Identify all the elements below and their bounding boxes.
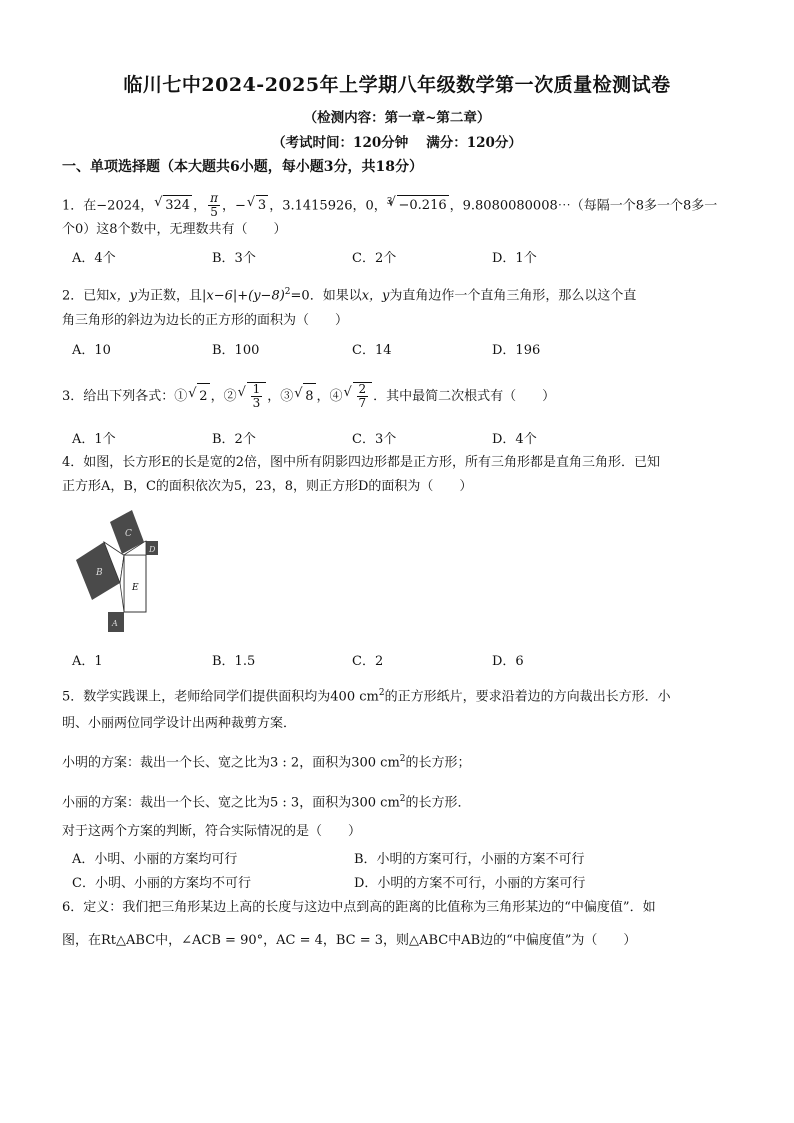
question-5-prompt: 对于这两个方案的判断，符合实际情况的是（ ）: [62, 824, 362, 839]
option-c[interactable]: C．3个: [352, 432, 397, 447]
xiaoming-plan: 小明的方案：裁出一个长、宽之比为3 : 2，面积为300 $cm^2$的长方形；: [62, 754, 471, 771]
label-c: C: [125, 529, 132, 539]
option-c[interactable]: C．14: [352, 343, 392, 358]
question-6-line-2: 图，在Rt△ABC中，∠ACB = 90°，AC = 4，BC = 3，则△ABC中AB边的“中偏度值”为（ ）: [62, 933, 637, 948]
sqrt-two-sevenths: √ $\frac{2}{7}$: [344, 382, 373, 410]
sqrt-3: √ 3: [247, 195, 268, 216]
question-5-options-row-1: [72, 848, 732, 868]
sqrt-one-third: √ $\frac{1}{3}$: [238, 382, 267, 410]
label-a: A: [112, 619, 118, 628]
option-b[interactable]: B．3个: [212, 251, 256, 266]
label-b: B: [96, 568, 103, 578]
question-2-line-2: 角三角形的斜边为边长的正方形的面积为（ ）: [62, 313, 349, 328]
xiaoli-plan: 小丽的方案：裁出一个长、宽之比为5 : 3，面积为300 $cm^2$的长方形．: [62, 794, 471, 811]
question-3-line-1: 3．给出下列各式：①√ 2 ，② √ $\frac{1}{3}$ ，③√ 8 ，④ √ $\frac{2}{7}$ ．其中最简二次根式有（ ）: [62, 382, 734, 410]
option-d[interactable]: D．小明的方案不可行，小丽的方案可行: [354, 876, 586, 891]
section-heading: 一、单项选择题（本大题共6小题，每小题3分，共18分）: [62, 159, 423, 175]
equation: |x−6|+(y−8): [201, 288, 285, 304]
question-4-line-2: 正方形A，B，C的面积依次为5，23，8，则正方形D的面积为（ ）: [62, 479, 473, 494]
option-c[interactable]: C．小明、小丽的方案均不可行: [72, 876, 251, 891]
option-a[interactable]: A．4个: [72, 251, 116, 266]
option-b[interactable]: B．1.5: [212, 654, 256, 669]
label-d: D: [149, 545, 156, 554]
cbrt-neg-0216: √ −0.216: [388, 195, 449, 216]
option-c[interactable]: C．2个: [352, 251, 397, 266]
squares-figure: [72, 508, 172, 638]
option-d[interactable]: D．196: [492, 343, 541, 358]
question-2-options: [72, 339, 732, 359]
sqrt-8: √ 8: [294, 383, 315, 410]
exam-info: [0, 131, 794, 151]
question-4-options: [72, 650, 732, 670]
question-3-options: [72, 428, 732, 448]
option-d[interactable]: D．1个: [492, 251, 537, 266]
option-d[interactable]: D．6: [492, 654, 524, 669]
question-1-options: [72, 247, 732, 267]
exam-time: （考试时间：120分钟: [272, 135, 409, 151]
label-e: E: [132, 583, 139, 593]
question-1-line-2: 个0）这8个数中，无理数共有（ ）: [62, 222, 287, 237]
option-a[interactable]: A．小明、小丽的方案均可行: [72, 852, 238, 867]
option-d[interactable]: D．4个: [492, 432, 537, 447]
option-a[interactable]: A．1: [72, 654, 103, 669]
option-b[interactable]: B．2个: [212, 432, 256, 447]
question-6-line-1: 6．定义：我们把三角形某边上高的长度与这边中点到高的距离的比值称为三角形某边的“中偏度值”．如: [62, 900, 656, 915]
exam-score: 满分：120分）: [426, 135, 522, 151]
option-c[interactable]: C．2: [352, 654, 384, 669]
option-b[interactable]: B．小明的方案可行，小丽的方案不可行: [354, 852, 585, 867]
option-a[interactable]: A．10: [72, 343, 111, 358]
sqrt-324: √ 324: [154, 195, 192, 216]
question-5-line-2: 明、小丽两位同学设计出两种裁剪方案．: [62, 716, 297, 731]
question-5-line-1: 5．数学实践课上，老师给同学们提供面积均为400 $cm^2$的正方形纸片，要求沿着边的方向裁出长方形．小: [62, 688, 671, 705]
fraction-pi-5: $\frac{\pi}{5}$: [210, 191, 218, 220]
option-b[interactable]: B．100: [212, 343, 260, 358]
question-5-options-row-2: [72, 872, 732, 892]
exam-scope: （检测内容：第一章~第二章）: [303, 110, 491, 126]
option-a[interactable]: A．1个: [72, 432, 116, 447]
question-2-line-1: 2．已知x，y为正数，且$|x-6|+(y-8)^2=0$．如果以x，y为直角边作一个直角三角形，那么以这个直: [62, 287, 637, 304]
sqrt-2: √ 2: [188, 383, 209, 410]
exam-title: 临川七中2024-2025年上学期八年级数学第一次质量检测试卷: [123, 74, 671, 96]
question-1-line-1: 1．在−2024，√ 324 ， $\frac{\pi}{5}$ ，−√ 3 ，3.1415926，0，$^3$√ −0.216 ，9.8080080008⋯（每隔一个8多一个8多一: [62, 192, 734, 219]
question-4-line-1: 4．如图，长方形E的长是宽的2倍，图中所有阴影四边形都是正方形，所有三角形都是直角三角形．已知: [62, 455, 661, 470]
